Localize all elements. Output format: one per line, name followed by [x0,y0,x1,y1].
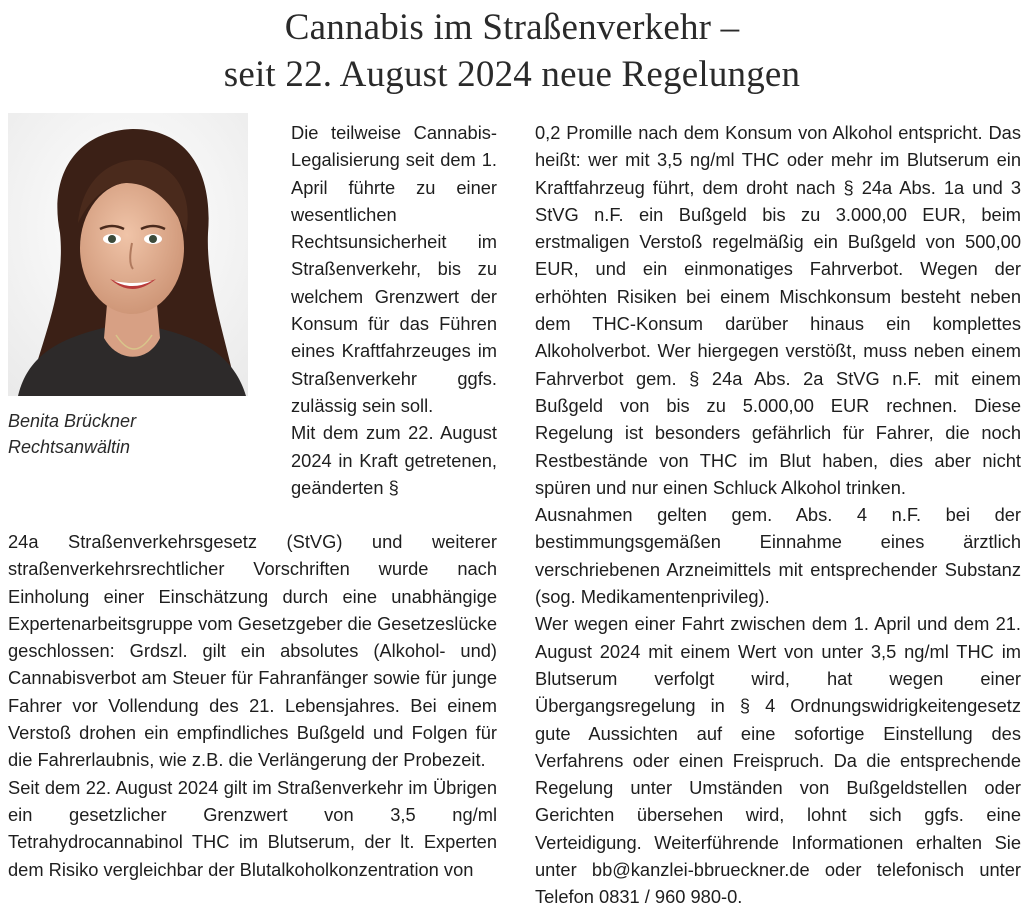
column-right [535,119,1021,911]
intro-paragraph: Die teilweise Cannabis-Legalisierung seit dem 1. April führte zu einer wesentlichen Rechtsunsicherheit im Straßenverkehr, bis zu welchem Grenzwert der Konsum für das Führen eines Kraftfahrzeuges im Straßenverkehr ggfs. zulässig sein soll. [291,122,497,416]
paragraph-3-continued: 0,2 Promille nach dem Konsum von Alkohol entspricht. Das heißt: wer mit 3,5 ng/ml THC oder mehr im Blutserum ein Kraftfahrzeug führt, dem droht nach § 24a Abs. 1a und 3 StVG n.F. ein Bußgeld bis zu 3.000,00 EUR, beim erstmaligen Verstoß regelmäßig ein Bußgeld von 500,00 EUR, und ein einmonatiges Fahrverbot. Wegen der erhöhten Risiken bei einem Mischkonsum besteht neben dem THC-Konsum darüber hinaus ein komplettes Alkoholverbot. Wer hiergegen verstößt, muss neben einem Fahrverbot gem. § 24a Abs. 2a StVG n.F. mit einem Bußgeld von bis zu 5.000,00 EUR rechnen. Diese Regelung ist besonders gefährlich für Fahrer, die noch Restbestände von THC im Blut haben, dies aber nicht spüren und nur einen Schluck Alkohol trinken. [535,122,1021,498]
paragraph-4: Ausnahmen gelten gem. Abs. 4 n.F. bei der bestimmungsgemäßen Einnahme eines ärztlich verschriebenen Arzneimittels mit entsprechender Substanz (sog. Medikamentenprivileg). [535,504,1021,608]
paragraph-2-continued: 24a Straßenverkehrsgesetz (StVG) und weiterer straßenverkehrsrechtlicher Vorschriften wurde nach Einholung einer Einschätzung durch eine unabhängige Expertenarbeitsgruppe vom Gesetzgeber die Gesetzeslücke geschlossen: Grdszl. gilt ein absolutes (Alkohol- und) Cannabisverbot am Steuer für Fahranfänger sowie für junge Fahrer vor Vollendung des 21. Lebensjahres. Bei einem Verstoß drohen ein empfindliches Bußgeld und Folgen für die Fahrerlaubnis, wie z.B. die Verlängerung der Probezeit. [8,531,497,771]
title-line-1: Cannabis im Straßenverkehr – [284,7,740,48]
title-line-2: seit 22. August 2024 neue Regelungen [223,54,801,95]
paragraph-3-start: Seit dem 22. August 2024 gilt im Straßenverkehr im Übrigen ein gesetzlicher Grenzwert von 3,5 ng/ml Tetrahydrocannabinol THC im Blutserum, der lt. Experten dem Risiko vergleichbar der Blutalkoholkonzentration von [8,776,497,880]
column-left-lower [8,528,497,883]
caption-name: Benita Brückner [8,411,137,431]
paragraph-5: Wer wegen einer Fahrt zwischen dem 1. April und dem 21. August 2024 mit einem Wert von unter 3,5 ng/ml THC im Blutserum verfolgt wird, hat wegen einer Übergangsregelung in § 4 Ordnungswidrigkeitengesetz gute Aussichten auf eine sofortige Einstellung des Verfahrens oder einen Freispruch. Da die entsprechende Regelung unter Umständen von Bußgeldstellen oder Gerichten übersehen wird, lohnt sich ggfs. eine Verteidigung. Weiterführende Informationen erhalten Sie unter bb@kanzlei-bbrueckner.de oder telefonisch unter Telefon 0831 / 960 980-0. [535,613,1021,908]
caption-role: Rechtsanwältin [8,437,131,457]
column-beside-photo [291,119,497,501]
paragraph-2-start: Mit dem zum 22. August 2024 in Kraft getretenen, geänderten § [291,422,497,498]
author-photo [8,113,248,396]
article-title [0,4,1024,98]
photo-caption [8,408,268,460]
